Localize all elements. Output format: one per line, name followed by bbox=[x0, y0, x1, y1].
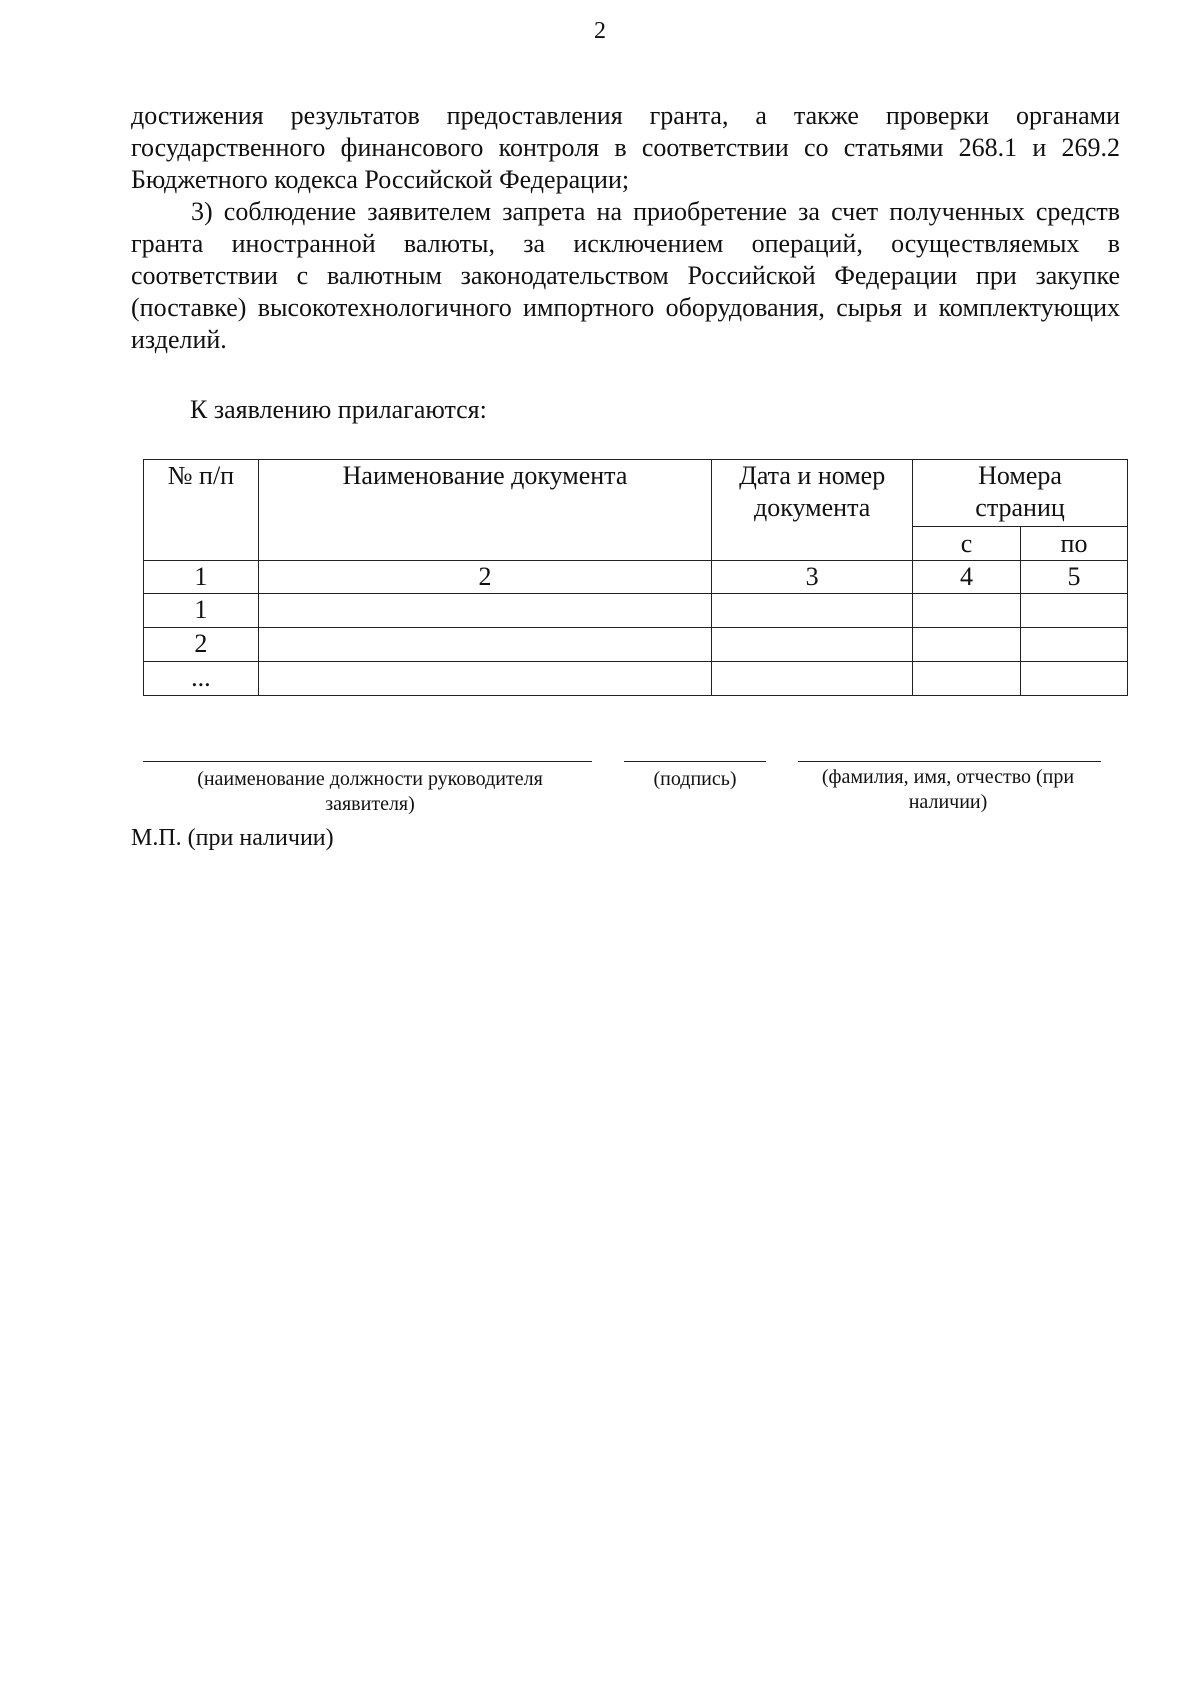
signature-caption: (подпись) bbox=[653, 768, 737, 790]
row-document-name bbox=[258, 662, 711, 696]
column-number: 1 bbox=[144, 561, 259, 594]
row-document-date bbox=[712, 662, 913, 696]
header-pages: Номера страниц bbox=[913, 460, 1128, 527]
body-text bbox=[131, 100, 1120, 356]
row-document-date bbox=[712, 594, 913, 628]
stamp-label: М.П. (при наличии) bbox=[131, 825, 334, 851]
header-to: по bbox=[1021, 527, 1128, 561]
row-number: 2 bbox=[144, 628, 259, 662]
header-number: № п/п bbox=[144, 460, 259, 561]
row-page-from bbox=[913, 662, 1021, 696]
table-row bbox=[144, 662, 1128, 696]
row-number: 1 bbox=[144, 594, 259, 628]
row-number: ... bbox=[144, 662, 259, 696]
row-page-from bbox=[913, 594, 1021, 628]
paragraph-1: достижения результатов предоставления гранта, а также проверки органами государственного финансового контроля в соответствии со статьями 268.1 и 269.2 Бюджетного кодекса Российской Федерации; bbox=[131, 101, 1120, 194]
name-caption: (фамилия, имя, отчество (при наличии) bbox=[821, 766, 1075, 813]
paragraph-2: 3) соблюдение заявителем запрета на приобретение за счет полученных средств гранта иностранной валюты, за исключением операций, осуществляемых в соответствии с валютным законодательством Российской Федерации при закупке (поставке) высокотехнологичного импортного оборудования, сырья и комплектующих изделий. bbox=[131, 197, 1120, 354]
row-page-to bbox=[1021, 628, 1128, 662]
attachments-table bbox=[143, 459, 1128, 696]
column-number: 4 bbox=[913, 561, 1021, 594]
table-row bbox=[144, 628, 1128, 662]
row-page-to bbox=[1021, 662, 1128, 696]
row-page-from bbox=[913, 628, 1021, 662]
header-date: Дата и номер документа bbox=[712, 460, 913, 561]
header-from: с bbox=[913, 527, 1021, 561]
name-line bbox=[798, 761, 1101, 762]
header-name: Наименование документа bbox=[258, 460, 711, 561]
row-page-to bbox=[1021, 594, 1128, 628]
row-document-name bbox=[258, 628, 711, 662]
column-number-row bbox=[144, 561, 1128, 594]
signature-line bbox=[624, 761, 766, 762]
column-number: 5 bbox=[1021, 561, 1128, 594]
position-line bbox=[143, 761, 592, 762]
header-row bbox=[144, 460, 1128, 527]
attachments-heading: К заявлению прилагаются: bbox=[190, 395, 487, 424]
row-document-date bbox=[712, 628, 913, 662]
page-number: 2 bbox=[594, 18, 606, 44]
column-number: 2 bbox=[258, 561, 711, 594]
row-document-name bbox=[258, 594, 711, 628]
column-number: 3 bbox=[712, 561, 913, 594]
position-caption: (наименование должности руководителя заявителя) bbox=[197, 768, 543, 815]
table-row bbox=[144, 594, 1128, 628]
